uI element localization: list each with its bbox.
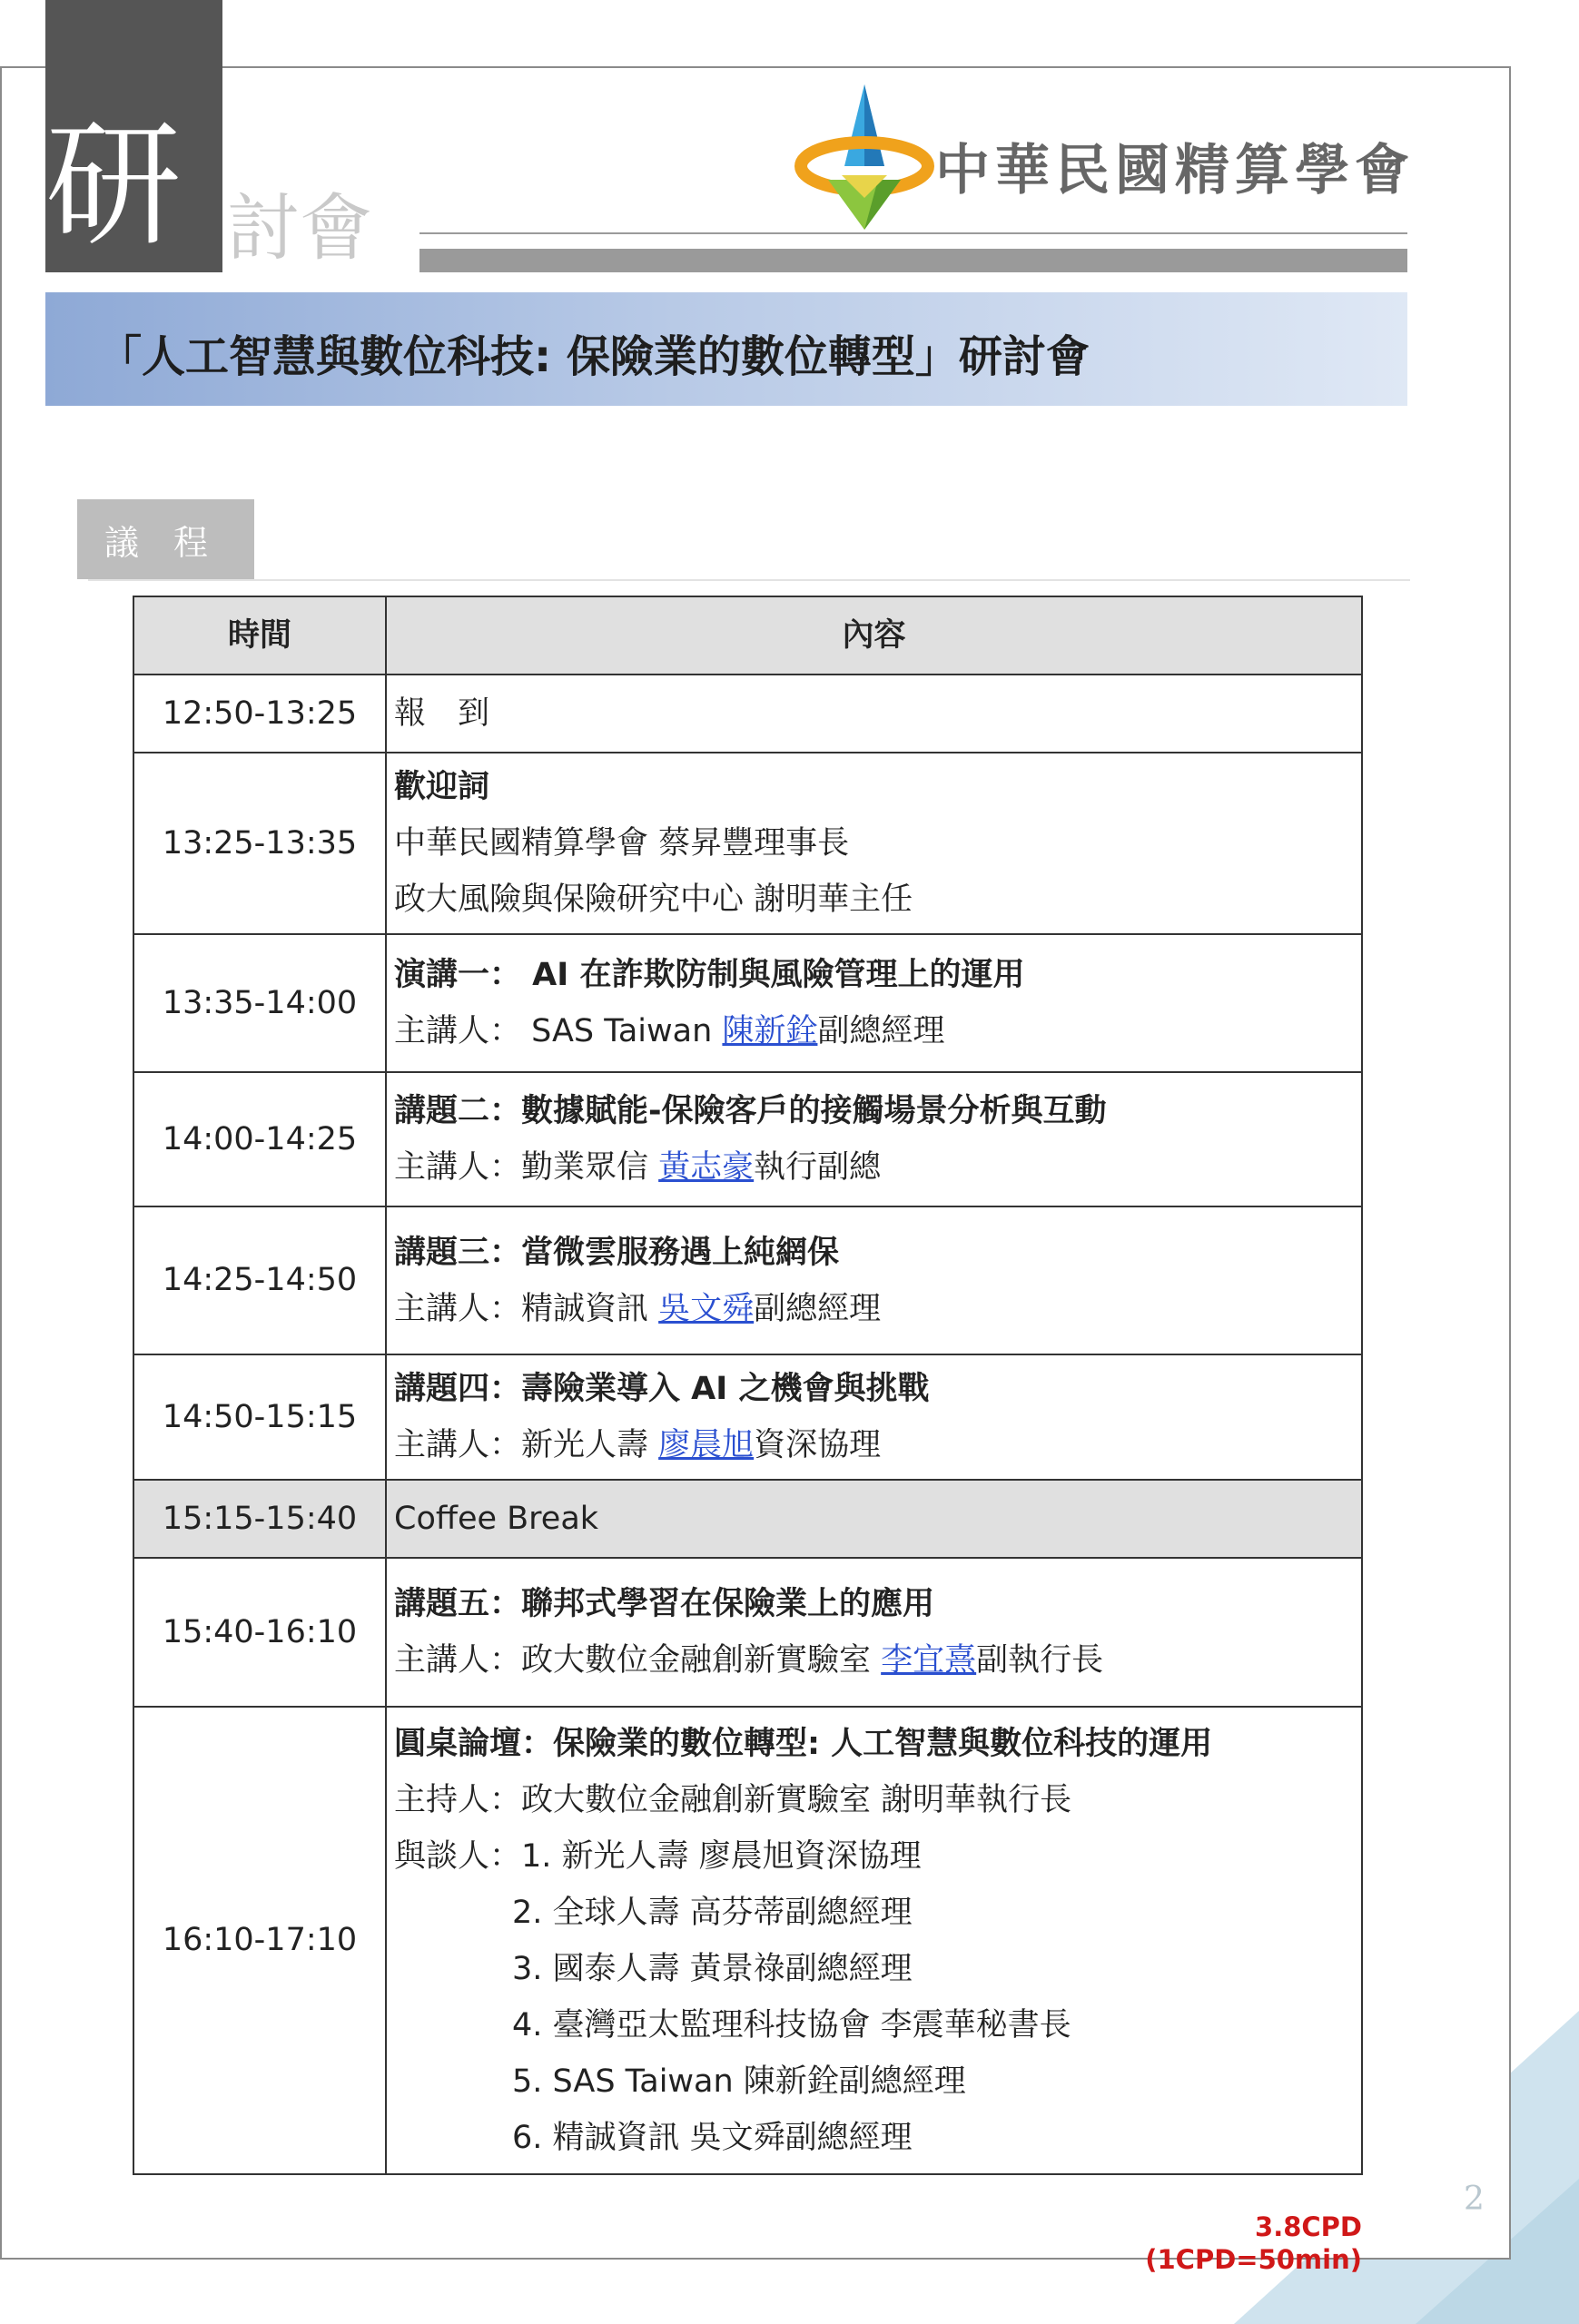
table-row [133, 1354, 1362, 1480]
row-content [386, 753, 1362, 934]
table-row-break [133, 1480, 1362, 1558]
row-line: 政大風險與保險研究中心 謝明華主任 [394, 881, 913, 918]
row-content [386, 1480, 1362, 1558]
row-title: 演講一： AI 在詐欺防制與風險管理上的運用 [394, 957, 1025, 993]
table-row [133, 1707, 1362, 2174]
header-tab-char: 研 [45, 107, 183, 265]
table-row [133, 1206, 1362, 1354]
speaker-prefix: 主講人：新光人壽 [394, 1427, 659, 1463]
row-content [386, 1354, 1362, 1480]
row-title: 歡迎詞 [394, 769, 490, 805]
table-row [133, 1072, 1362, 1206]
row-time: 13:35-14:00 [133, 934, 386, 1072]
speaker-role: 副執行長 [976, 1642, 1104, 1679]
speaker-role: 執行副總 [754, 1149, 882, 1186]
row-time: 15:40-16:10 [133, 1558, 386, 1707]
cpd-note [1117, 2211, 1362, 2276]
header-tab-subtitle: 討會 [227, 186, 372, 271]
row-content [386, 1707, 1362, 2174]
row-content [386, 934, 1362, 1072]
row-content [386, 675, 1362, 753]
speaker-link[interactable]: 吳文舜 [658, 1290, 755, 1327]
row-time: 16:10-17:10 [133, 1707, 386, 2174]
speaker-prefix: 主講人：政大數位金融創新實驗室 [394, 1642, 882, 1679]
row-line: 中華民國精算學會 蔡昇豐理事長 [394, 825, 850, 862]
speaker-line [394, 1632, 1361, 1689]
row-line: 報 到 [394, 695, 490, 732]
row-line: Coffee Break [394, 1501, 599, 1537]
speaker-role: 副總經理 [817, 1013, 945, 1049]
speaker-link[interactable]: 黃志豪 [658, 1149, 755, 1186]
cpd-value: 3.8CPD [1255, 2211, 1362, 2242]
agenda-table [133, 596, 1363, 2175]
speaker-prefix: 主講人： SAS Taiwan [394, 1013, 723, 1049]
speaker-prefix: 主講人：精誠資訊 [394, 1290, 659, 1327]
speaker-link[interactable]: 李宜熹 [881, 1642, 977, 1679]
host-line: 主持人：政大數位金融創新實驗室 謝明華執行長 [394, 1781, 1072, 1818]
row-time: 13:25-13:35 [133, 753, 386, 934]
speaker-link[interactable]: 陳新銓 [722, 1013, 818, 1049]
table-header-row [133, 596, 1362, 675]
speaker-line [394, 1139, 1361, 1196]
panel-line: 3. 國泰人壽 黃景祿副總經理 [512, 1950, 913, 1987]
table-row [133, 1558, 1362, 1707]
panel-line: 2. 全球人壽 高芬蒂副總經理 [512, 1894, 913, 1931]
speaker-role: 資深協理 [754, 1427, 882, 1463]
panel-line: 與談人：1. 新光人壽 廖晨旭資深協理 [394, 1837, 922, 1875]
header-time: 時間 [133, 596, 386, 675]
section-divider [88, 579, 1410, 581]
panel-line: 4. 臺灣亞太監理科技協會 李震華秘書長 [512, 2006, 1071, 2043]
org-logo-icon [792, 80, 937, 234]
header-divider-thick [419, 249, 1407, 272]
row-content [386, 1558, 1362, 1707]
speaker-prefix: 主講人：勤業眾信 [394, 1149, 659, 1186]
table-row [133, 753, 1362, 934]
row-content [386, 1072, 1362, 1206]
row-title: 講題三：當微雲服務遇上純網保 [394, 1234, 840, 1271]
row-title: 講題四：壽險業導入 AI 之機會與挑戰 [394, 1371, 930, 1407]
table-row [133, 675, 1362, 753]
row-title: 圓桌論壇：保險業的數位轉型: 人工智慧與數位科技的運用 [394, 1725, 1213, 1762]
speaker-link[interactable]: 廖晨旭 [658, 1427, 755, 1463]
org-name: 中華民國精算學會 [935, 139, 1415, 202]
row-content [386, 1206, 1362, 1354]
row-time: 14:00-14:25 [133, 1072, 386, 1206]
speaker-line [394, 1003, 1361, 1059]
row-title: 講題二：數據賦能-保險客戶的接觸場景分析與互動 [394, 1093, 1107, 1129]
cpd-definition: (1CPD=50min) [1145, 2244, 1362, 2275]
speaker-role: 副總經理 [754, 1290, 882, 1327]
speaker-line [394, 1281, 1361, 1337]
page-number: 2 [1464, 2181, 1485, 2218]
panel-line: 5. SAS Taiwan 陳新銓副總經理 [512, 2063, 966, 2100]
table-row [133, 934, 1362, 1072]
row-time: 14:25-14:50 [133, 1206, 386, 1354]
page-title: 「人工智慧與數位科技: 保險業的數位轉型」研討會 [98, 331, 1090, 382]
header-divider-thin [419, 232, 1407, 234]
speaker-line [394, 1417, 1361, 1473]
panel-line: 6. 精誠資訊 吳文舜副總經理 [512, 2119, 913, 2156]
row-time: 15:15-15:40 [133, 1480, 386, 1558]
row-time: 12:50-13:25 [133, 675, 386, 753]
header-content: 內容 [386, 596, 1362, 675]
row-time: 14:50-15:15 [133, 1354, 386, 1480]
row-title: 講題五：聯邦式學習在保險業上的應用 [394, 1586, 935, 1622]
section-label: 議 程 [77, 499, 254, 579]
